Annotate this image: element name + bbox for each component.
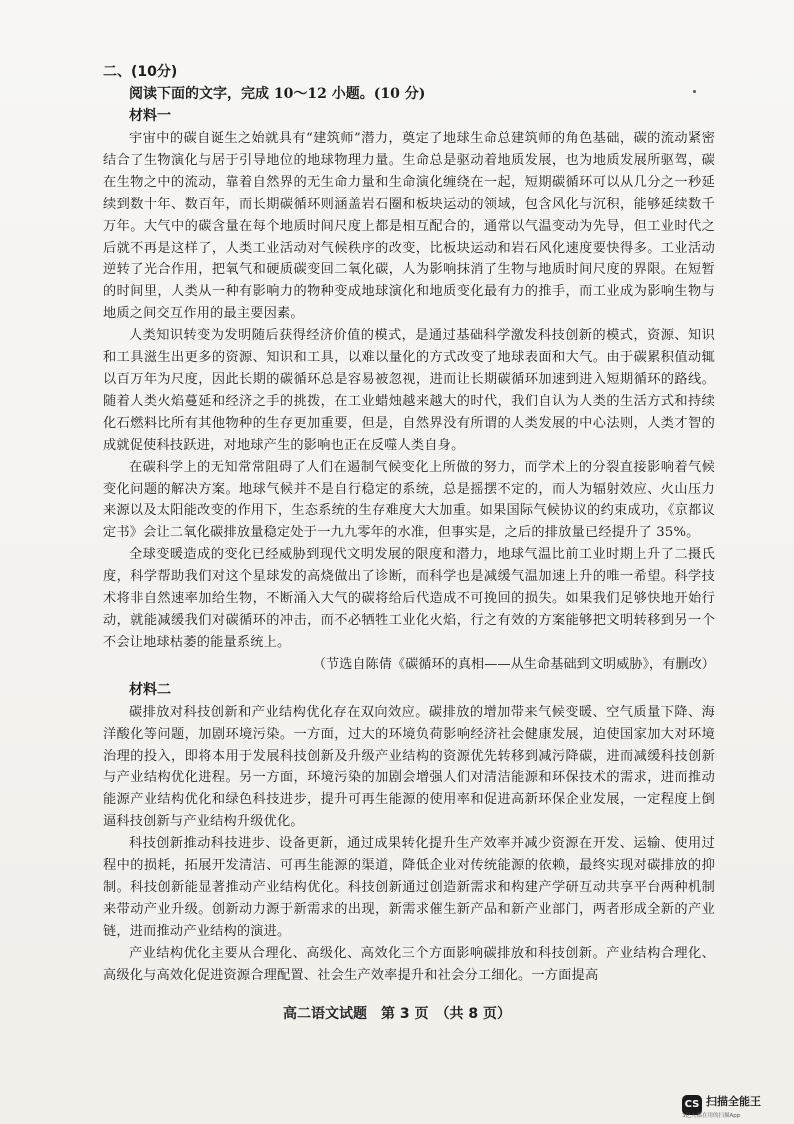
material-one-paragraph: 人类知识转变为发明随后获得经济价值的模式，是通过基础科学激发科技创新的模式，资源、知识和工具滋生出更多的资源、知识和工具，以难以量化的方式改变了地球表面和大气。由于碳累积值动辄以百万年为尺度，因此长期的碳循环总是容易被忽视，进而让长期碳循环加速到进入短期循环的路线。随着人类火焰蔓延和经济之手的挑拨，在工业蜡烛越来越大的时代，我们自认为人类的生活方式和持续化石燃料比所有其他物种的生存更加重要，但是，自然界没有所谓的人类发展的中心法则，人类才智的成就促使科技跃进，对地球产生的影响也正在反噬人类自身。 <box>103 328 715 453</box>
scanner-tagline: 3亿人都在用的扫描App <box>682 1113 741 1119</box>
scanner-watermark <box>682 1095 787 1119</box>
material-one-paragraph: 全球变暖造成的变化已经威胁到现代文明发展的限度和潜力，地球气温比前工业时期上升了二摄氏度，科学帮助我们对这个星球发的高烧做出了诊断，而科学也是减缓气温加速上升的唯一希望。科学技术将非自然速率加给生物，不断涌入大气的碳将给后代造成不可挽回的损失。如果我们足够快地开始行动，就能减缓我们对碳循环的冲击，而不必牺牲工业化火焰，行之有效的方案能够把文明转移到另一个不会让地球枯萎的能量系统上。 <box>103 547 715 650</box>
material-one-source: （节选自陈倩《碳循环的真相——从生命基础到文明威胁》，有删改） <box>312 656 715 672</box>
material-one-paragraph: 宇宙中的碳自诞生之始就具有“建筑师”潜力，奠定了地球生命总建筑师的角色基础，碳的流动紧密结合了生物演化与居于引导地位的地球物理力量。生命总是驱动着地质发展，也为地质发展所驱驾，碳在生物之中的流动，靠着自然界的无生命力量和生命演化缠绕在一起，短期碳循环可以从几分之一秒延续到数十年、数百年，而长期碳循环则涵盖岩石圈和板块运动的领域，包含风化与沉积，能够延续数千万年。大气中的碳含量在每个地质时间尺度上都是相互配合的，通常以气温变动为先导，但工业时代之后就不再是这样了，人类工业活动对气候秩序的改变，比板块运动和岩石风化速度要快得多。工业活动逆转了光合作用，把氧气和硬质碳变回二氧化碳，人为影响抹消了生物与地质时间尺度的界限。在短暂的时间里，人类从一种有影响力的物种变成地球演化和地质变化最有力的推手，而工业成为影响生物与地质之间交互作用的最主要因素。 <box>103 131 715 322</box>
camscanner-icon: CS <box>682 1095 702 1115</box>
material-two-paragraph: 科技创新推动科技进步、设备更新，通过成果转化提升生产效率并减少资源在开发、运输、使用过程中的损耗，拓展开发清洁、可再生能源的渠道，降低企业对传统能源的依赖，最终实现对碳排放的抑制。科技创新能显著推动产业结构优化。科技创新通过创造新需求和构建产学研互动共享平台两种机制来带动产业升级。创新动力源于新需求的出现，新需求催生新产品和新产业部门，两者形成全新的产业链，进而推动产业结构的演进。 <box>103 836 715 939</box>
page-content <box>103 62 715 987</box>
material-two-paragraph: 产业结构优化主要从合理化、高级化、高效化三个方面影响碳排放和科技创新。产业结构合理化、高级化与高效化促进资源合理配置、社会生产效率提升和社会分工细化。一方面提高 <box>103 945 715 983</box>
material-two-label: 材料二 <box>129 681 171 698</box>
scanner-app-name: 扫描全能王 <box>706 1095 761 1108</box>
section-title: 二、(10分) <box>103 64 178 80</box>
material-one-label: 材料一 <box>129 108 171 124</box>
page-footer: 高二语文试题 第 3 页 （共 8 页） <box>283 1006 511 1022</box>
section-instruction: 阅读下面的文字，完成 10～12 小题。(10 分) <box>129 86 426 102</box>
material-one-paragraph: 在碳科学上的无知常常阻碍了人们在遏制气候变化上所做的努力，而学术上的分裂直接影响着气候变化问题的解决方案。地球气候并不是自行稳定的系统，总是摇摆不定的，而人为辐射效应、火山压力来源以及太阳能改变的作用下，生态系统的生存难度大大加重。如果国际气候协议的约束成功，《京都议定书》会让二氧化碳排放量稳定处于一九九零年的水准，但事实是，之后的排放量已经提升了 35%。 <box>103 459 715 541</box>
material-two-paragraph: 碳排放对科技创新和产业结构优化存在双向效应。碳排放的增加带来气候变暖、空气质量下降、海洋酸化等问题，加剧环境污染。一方面，过大的环境负荷影响经济社会健康发展，迫使国家加大对环境治理的投入，即将本用于发展科技创新及升级产业结构的资源优先转移到减污降碳，进而减缓科技创新与产业结构优化进程。另一方面，环境污染的加剧会增强人们对清洁能源和环保技术的需求，进而推动能源产业结构优化和绿色科技进步，提升可再生能源的使用率和促进高新环保企业发展，一定程度上倒逼科技创新与产业结构升级优化。 <box>103 704 715 830</box>
